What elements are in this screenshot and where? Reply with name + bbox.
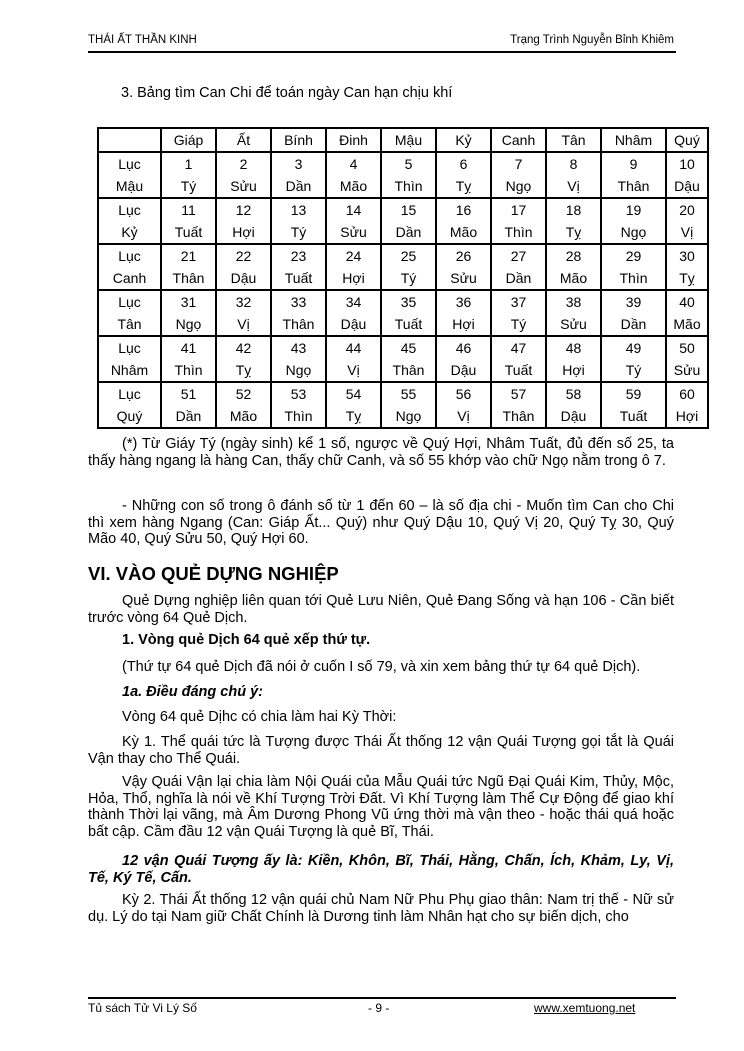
table-cell [271, 244, 326, 290]
cell-chi: Dần [285, 178, 312, 194]
cell-number: 28 [565, 248, 582, 264]
cell-chi: Thân [282, 316, 315, 332]
note-paragraph-2: - Những con số trong ô đánh số từ 1 đến 60 – là số địa chi - Muốn tìm Can cho Chi thì xem hàng Ngang (Can: Giáp Ất... Quý) như Quý Dậu 10, Quý Vị 20, Quý Tỵ 30, Quý Mão 40, Quý Sửu 50, Quý Hợi 60. [88, 498, 674, 547]
cell-chi: Tuất [394, 316, 423, 332]
row-label-prefix: Lục [118, 202, 141, 218]
cell-number: 4 [349, 156, 358, 172]
table-cell [491, 198, 546, 244]
cell-chi: Thân [392, 362, 425, 378]
table-row [98, 382, 708, 428]
cell-chi: Dậu [450, 362, 477, 378]
cell-number: 31 [180, 294, 197, 310]
table-cell [546, 290, 601, 336]
cell-chi: Vị [237, 316, 250, 332]
cell-chi: Sửu [340, 224, 367, 240]
table-cell [601, 198, 666, 244]
cell-chi: Thìn [504, 224, 533, 240]
cell-number: 29 [625, 248, 642, 264]
table-cell [271, 336, 326, 382]
footer-series-name: Tủ sách Tử Vi Lý Số [88, 1001, 197, 1015]
table-cell [601, 382, 666, 428]
cell-chi: Mão [449, 224, 478, 240]
footer-website-link[interactable]: www.xemtuong.net [534, 1001, 636, 1015]
cell-number: 26 [455, 248, 472, 264]
row-label-can: Kỷ [121, 224, 138, 240]
cell-number: 11 [181, 202, 196, 218]
cell-number: 47 [510, 340, 527, 356]
cell-number: 17 [510, 202, 527, 218]
table-cell [436, 152, 491, 198]
table-cell [161, 244, 216, 290]
cell-chi: Hợi [675, 408, 699, 424]
cell-number: 35 [400, 294, 417, 310]
cell-chi: Tý [510, 316, 527, 332]
cell-number: 54 [345, 386, 362, 402]
cell-chi: Thìn [394, 178, 423, 194]
cell-number: 50 [679, 340, 695, 356]
row-label-prefix: Lục [118, 340, 141, 356]
cell-chi: Tỵ [679, 270, 695, 286]
table-cell [491, 382, 546, 428]
cell-chi: Dần [620, 316, 647, 332]
cell-number: 14 [345, 202, 362, 218]
ky-2-paragraph: Kỳ 2. Thái Ất thống 12 vận quái chủ Nam Nữ Phu Phụ giao thân: Nam trị thế - Nữ sử dụ. Lý do tại Nam giữ Chất Chính là Dương tinh làm Nhân hạt cho sự biến dịch, cho [88, 892, 674, 925]
cell-chi: Tuất [619, 408, 648, 424]
cell-chi: Tỵ [565, 224, 582, 240]
cell-number: 8 [569, 156, 578, 172]
cell-number: 41 [180, 340, 197, 356]
row-label-can: Canh [112, 270, 147, 286]
cell-number: 10 [679, 156, 695, 172]
table-cell [491, 336, 546, 382]
cell-chi: Sửu [673, 362, 701, 378]
table-cell [381, 382, 436, 428]
cell-chi: Ngọ [285, 362, 312, 378]
page-footer [88, 997, 676, 1017]
column-header-can: Giáp [161, 128, 216, 152]
section-6-intro: Quẻ Dựng nghiệp liên quan tới Quẻ Lưu Niên, Quẻ Đang Sống và hạn 106 - Cần biết trước vòng 64 Quẻ Dịch. [88, 593, 674, 626]
table-row [98, 198, 708, 244]
column-header-can: Đinh [326, 128, 381, 152]
cell-number: 34 [345, 294, 362, 310]
table-cell [216, 198, 271, 244]
cell-chi: Mão [559, 270, 588, 286]
cell-chi: Mão [229, 408, 258, 424]
cell-number: 3 [294, 156, 303, 172]
table-cell [601, 290, 666, 336]
table-cell [326, 336, 381, 382]
cell-number: 2 [239, 156, 248, 172]
table-cell [436, 336, 491, 382]
cell-chi: Hợi [342, 270, 365, 286]
row-label-prefix: Lục [118, 248, 141, 264]
cell-number: 59 [625, 386, 642, 402]
row-label-can: Quý [116, 408, 143, 424]
cell-number: 13 [290, 202, 307, 218]
cell-chi: Mão [339, 178, 368, 194]
cell-number: 38 [565, 294, 582, 310]
table-cell [601, 244, 666, 290]
table-cell [601, 152, 666, 198]
table-cell [436, 290, 491, 336]
cell-chi: Dậu [674, 178, 700, 194]
table-cell [666, 336, 708, 382]
cell-number: 25 [400, 248, 417, 264]
table-cell [216, 382, 271, 428]
table-cell [381, 198, 436, 244]
cell-number: 16 [455, 202, 472, 218]
cell-chi: Tỵ [235, 362, 252, 378]
cell-chi: Vị [457, 408, 470, 424]
table-cell [491, 152, 546, 198]
table-cell [381, 336, 436, 382]
table-cell [271, 290, 326, 336]
table-cell [216, 244, 271, 290]
table-cell [271, 198, 326, 244]
row-label-cell [98, 152, 161, 198]
note-paragraph-1: (*) Từ Giáy Tý (ngày sinh) kể 1 số, ngược về Quý Hợi, Nhâm Tuất, đủ đến số 25, ta thấy hàng ngang là hàng Can, thấy chữ Canh, và số 55 khớp vào chữ Ngọ nằm trong ô 7. [88, 436, 674, 469]
subsection-1a-title: 1a. Điều đáng chú ý: [122, 684, 263, 700]
cell-number: 42 [235, 340, 252, 356]
table-cell [666, 152, 708, 198]
row-label-prefix: Lục [118, 294, 141, 310]
cell-chi: Tuất [284, 270, 313, 286]
table-row [98, 290, 708, 336]
cell-number: 32 [235, 294, 252, 310]
cell-number: 12 [235, 202, 252, 218]
cell-number: 58 [565, 386, 582, 402]
table-cell [381, 244, 436, 290]
column-header-can: Ất [216, 128, 271, 152]
cell-number: 55 [400, 386, 417, 402]
cell-number: 15 [400, 202, 417, 218]
cell-chi: Thìn [174, 362, 203, 378]
table-cell [546, 336, 601, 382]
cell-chi: Tỵ [345, 408, 362, 424]
cell-number: 53 [290, 386, 307, 402]
cell-chi: Thân [502, 408, 535, 424]
cell-number: 39 [625, 294, 642, 310]
table-row [98, 152, 708, 198]
header-author: Trạng Trình Nguyễn Bỉnh Khiêm [510, 34, 674, 46]
cell-chi: Vị [567, 178, 580, 194]
section-3-title: 3. Bảng tìm Can Chi để toán ngày Can hạn chịu khí [121, 85, 453, 101]
row-label-cell [98, 244, 161, 290]
table-cell [216, 152, 271, 198]
table-cell [436, 382, 491, 428]
cell-number: 48 [565, 340, 582, 356]
table-cell [326, 152, 381, 198]
table-cell [546, 382, 601, 428]
table-cell [546, 152, 601, 198]
cell-chi: Tý [290, 224, 307, 240]
cell-number: 21 [180, 248, 197, 264]
table-cell [161, 336, 216, 382]
cell-number: 33 [290, 294, 307, 310]
cell-chi: Hợi [452, 316, 475, 332]
table-cell [326, 382, 381, 428]
cell-number: 56 [455, 386, 472, 402]
cell-number: 40 [679, 294, 695, 310]
cell-number: 22 [235, 248, 252, 264]
cell-number: 60 [679, 386, 695, 402]
cell-number: 24 [345, 248, 362, 264]
cell-chi: Tuất [174, 224, 203, 240]
table-cell [381, 152, 436, 198]
cell-chi: Tý [400, 270, 417, 286]
row-label-cell [98, 198, 161, 244]
table-cell [436, 244, 491, 290]
column-header-can: Nhâm [601, 128, 666, 152]
section-6-title: VI. VÀO QUẺ DỰNG NGHIỆP [88, 563, 339, 584]
row-label-can: Nhâm [110, 362, 149, 378]
column-header-can: Quý [666, 128, 708, 152]
table-cell [161, 152, 216, 198]
cell-chi: Dậu [340, 316, 367, 332]
can-chi-table [97, 127, 709, 429]
cell-number: 18 [565, 202, 582, 218]
row-label-cell [98, 290, 161, 336]
subsection-1a-text: Vòng 64 quẻ Dịhc có chia làm hai Kỳ Thời: [122, 709, 397, 725]
cell-chi: Dần [395, 224, 422, 240]
table-cell [216, 290, 271, 336]
table-cell [666, 382, 708, 428]
cell-chi: Tý [625, 362, 642, 378]
table-header-row [98, 128, 708, 152]
table-cell [666, 198, 708, 244]
table-cell [326, 198, 381, 244]
table-cell [216, 336, 271, 382]
cell-number: 46 [455, 340, 472, 356]
cell-chi: Dần [505, 270, 532, 286]
cell-chi: Mão [673, 316, 701, 332]
cell-chi: Dần [175, 408, 202, 424]
cell-number: 30 [679, 248, 695, 264]
table-corner-cell [98, 128, 161, 152]
cell-chi: Vị [680, 224, 694, 240]
table-cell [491, 290, 546, 336]
ky-1-paragraph: Kỳ 1. Thể quái tức là Tượng được Thái Ất thống 12 vận Quái Tượng gọi tắt là Quái Vận thay cho Thể Quái. [88, 734, 674, 767]
table-cell [546, 198, 601, 244]
table-cell [666, 244, 708, 290]
subsection-1-title: 1. Vòng quẻ Dịch 64 quẻ xếp thứ tự. [122, 632, 371, 648]
cell-chi: Thân [172, 270, 205, 286]
cell-chi: Ngọ [505, 178, 532, 194]
cell-number: 1 [184, 156, 193, 172]
cell-chi: Vị [347, 362, 360, 378]
row-label-can: Mậu [115, 178, 144, 194]
cell-number: 6 [459, 156, 468, 172]
cell-chi: Dậu [560, 408, 587, 424]
column-header-can: Tân [546, 128, 601, 152]
page-number: - 9 - [368, 1001, 390, 1015]
table-cell [601, 336, 666, 382]
row-label-cell [98, 382, 161, 428]
page-header [88, 33, 676, 53]
header-book-title: THÁI ẤT THẦN KINH [88, 34, 197, 46]
ky-1-continued-paragraph: Vậy Quái Vận lại chia làm Nội Quái của Mẫu Quái tức Ngũ Đại Quái Kim, Thủy, Mộc, Hỏa, Thổ, nghĩa là nói về Khí Tượng Trời Đất. Vì Khí Tượng làm Thể Cự Động để giao khí thành Thời lại vãng, mà Âm Dương Phong Vũ ứng thời mà vận theo - hoặc thái quá hoặc bất cập. Cầm đầu 12 vận Quái Tượng là quẻ Bĩ, Thái. [88, 774, 674, 840]
cell-number: 49 [625, 340, 642, 356]
cell-chi: Tỵ [455, 178, 472, 194]
cell-chi: Ngọ [620, 224, 647, 240]
table-row [98, 336, 708, 382]
cell-chi: Ngọ [395, 408, 422, 424]
cell-number: 44 [345, 340, 362, 356]
row-label-prefix: Lục [118, 156, 141, 172]
column-header-can: Kỷ [436, 128, 491, 152]
row-label-cell [98, 336, 161, 382]
row-label-can: Tân [117, 316, 142, 332]
cell-chi: Thìn [284, 408, 313, 424]
cell-chi: Ngọ [175, 316, 202, 332]
table-cell [326, 244, 381, 290]
cell-chi: Thân [617, 178, 650, 194]
table-cell [271, 152, 326, 198]
column-header-can: Canh [491, 128, 546, 152]
cell-number: 5 [404, 156, 413, 172]
table-cell [666, 290, 708, 336]
cell-number: 36 [455, 294, 472, 310]
cell-number: 51 [180, 386, 197, 402]
cell-chi: Sửu [230, 178, 257, 194]
subsection-1-text: (Thứ tự 64 quẻ Dịch đã nói ở cuốn I số 79, và xin xem bảng thứ tự 64 quẻ Dịch). [122, 659, 641, 675]
cell-chi: Tuất [504, 362, 533, 378]
cell-chi: Hợi [232, 224, 255, 240]
table-cell [546, 244, 601, 290]
table-cell [161, 382, 216, 428]
table-cell [491, 244, 546, 290]
cell-chi: Dậu [230, 270, 257, 286]
cell-chi: Sửu [450, 270, 477, 286]
cell-number: 45 [400, 340, 417, 356]
cell-chi: Tý [180, 178, 197, 194]
cell-chi: Sửu [560, 316, 587, 332]
cell-chi: Thìn [619, 270, 648, 286]
cell-number: 37 [510, 294, 527, 310]
cell-number: 7 [514, 156, 523, 172]
cell-chi: Hợi [562, 362, 585, 378]
table-cell [271, 382, 326, 428]
row-label-prefix: Lục [118, 386, 141, 402]
column-header-can: Mậu [381, 128, 436, 152]
cell-number: 43 [290, 340, 307, 356]
cell-number: 9 [629, 156, 638, 172]
column-header-can: Bính [271, 128, 326, 152]
table-cell [161, 198, 216, 244]
cell-number: 57 [510, 386, 527, 402]
table-cell [326, 290, 381, 336]
table-row [98, 244, 708, 290]
twelve-quai-tuong-paragraph: 12 vận Quái Tượng ấy là: Kiền, Khôn, Bĩ, Thái, Hằng, Chấn, Ích, Khảm, Ly, Vị, Tế, Ký Tế, Cấn. [88, 853, 674, 886]
cell-number: 52 [235, 386, 252, 402]
cell-number: 27 [510, 248, 527, 264]
table-cell [381, 290, 436, 336]
table-cell [436, 198, 491, 244]
cell-number: 19 [625, 202, 642, 218]
table-cell [161, 290, 216, 336]
cell-number: 23 [290, 248, 307, 264]
cell-number: 20 [679, 202, 695, 218]
